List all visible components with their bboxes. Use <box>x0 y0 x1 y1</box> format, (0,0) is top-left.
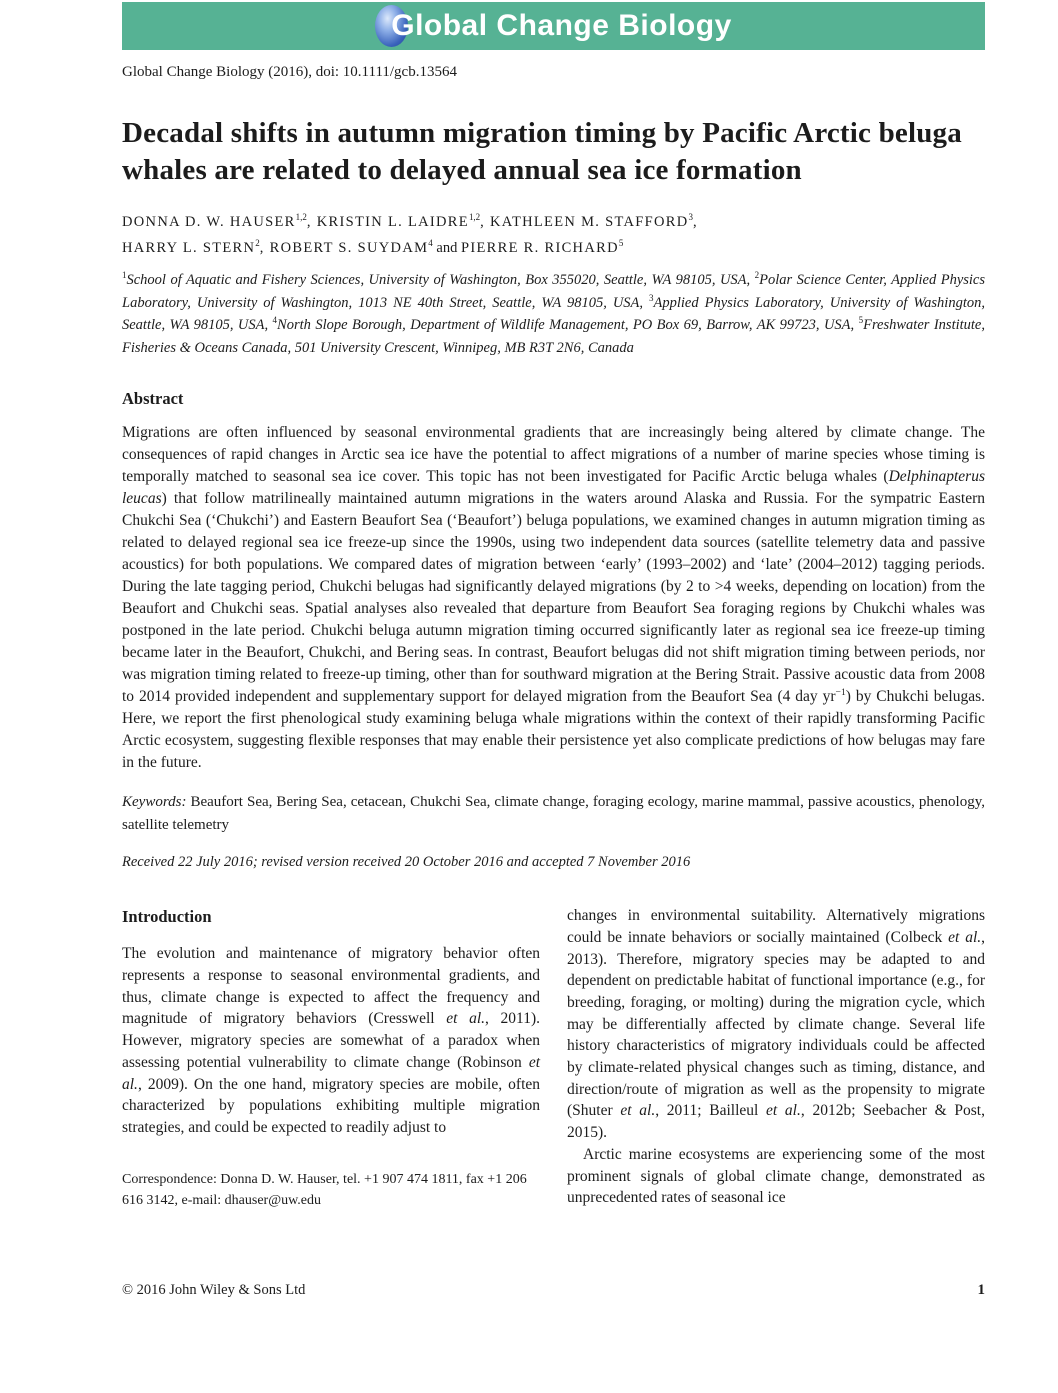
page-number: 1 <box>977 1282 985 1298</box>
author-affiliation-sup: 1,2 <box>295 212 307 223</box>
abstract-part-3: ) by Chukchi belugas. Here, we report the first phenological study examining beluga whale migrations within the context of their rapidly transforming Pacific Arctic ecosystem, suggesting flexible responses that may enable their persistence yet also complicate predictions of how belugas may fare in the future. <box>122 688 985 772</box>
affiliation-text: North Slope Borough, Department of Wildlife Management, PO Box 69, Barrow, AK 99723, USA, <box>277 317 859 334</box>
affiliation-text: Freshwater Institute, Fisheries & Oceans Canada, 501 University Crescent, Winnipeg, MB R3T 2N6, Canada <box>122 317 985 356</box>
journal-logo <box>375 5 732 47</box>
author-affiliation-sup: 4 <box>428 238 433 249</box>
author <box>270 240 461 256</box>
author-affiliation-sup: 2 <box>255 238 260 249</box>
affiliation-number: 3 <box>649 293 654 304</box>
journal-title: Global Change Biology <box>391 9 732 42</box>
affiliation-text: Applied Physics Laboratory, University of Washington, Seattle, WA 98105, USA, <box>122 294 985 334</box>
correspondence-email[interactable]: dhauser@uw.edu <box>224 1193 322 1209</box>
abstract-part-2: ) that follow matrilineally maintained autumn migrations in the waters around Alaska and Russia. For the sympatric Eastern Chukchi Sea (‘Chukchi’) and Eastern Beaufort Sea (‘Beaufort’) beluga populations, we examined changes in autumn migration timing as related to delayed regional sea ice freeze-up since the 1990s, using two independent data sources (satellite telemetry data and passive acoustics) for both populations. We compared dates of migration between ‘early’ (1993–2002) and ‘late’ (2004–2012) tagging periods. During the late tagging period, Chukchi belugas had significantly delayed migrations (by 2 to >4 weeks, depending on location) from the Beaufort and Chukchi seas. Spatial analyses also revealed that departure from Beaufort Sea foraging regions by Chukchi whales was postponed in the late period. Chukchi beluga autumn migration timing occurred significantly later as regional sea ice freeze-up timing became later in the Beaufort, Chukchi, and Bering seas. In contrast, Beaufort belugas did not shift migration timing between periods, nor was migration timing related to freeze-up timing, other than for southward migration at the Bering Strait. Passive acoustic data from 2008 to 2014 provided independent and supplementary support for delayed migration from the Beaufort Sea (4 day yr <box>122 490 985 706</box>
affiliation-number: 4 <box>272 315 278 326</box>
affiliations <box>122 269 985 359</box>
received-line: Received 22 July 2016; revised version received 20 October 2016 and accepted 7 November 2016 <box>122 854 691 871</box>
author-separator: , <box>692 214 698 231</box>
abstract-heading: Abstract <box>122 389 184 409</box>
keywords-label: Keywords: <box>122 794 187 811</box>
copyright-notice: © 2016 John Wiley & Sons Ltd <box>122 1282 306 1298</box>
author <box>122 214 317 230</box>
author-name: HARRY L. STERN <box>122 240 256 257</box>
author-name: KRISTIN L. LAIDRE <box>316 214 469 231</box>
citation-line: Global Change Biology (2016), doi: 10.1111/gcb.13564 <box>122 64 457 80</box>
affiliation-number: 5 <box>858 315 864 326</box>
intro-paragraph-right-2: Arctic marine ecosystems are experiencing some of the most prominent signals of global climate change, demonstrated as unprecedented rates of seasonal ice <box>567 1145 985 1207</box>
author-affiliation-sup: 1,2 <box>468 212 481 223</box>
affiliation-number: 2 <box>754 270 760 281</box>
author <box>490 214 698 230</box>
affiliation-text: School of Aquatic and Fishery Sciences, University of Washington, Box 355020, Seattle, WA 98105, USA, <box>126 272 755 289</box>
author-name: ROBERT S. SUYDAM <box>269 240 429 257</box>
left-column <box>122 905 540 1212</box>
author-name: KATHLEEN M. STAFFORD <box>490 214 689 231</box>
author-line-1 <box>122 209 985 235</box>
author-separator: , <box>480 214 491 231</box>
right-column <box>567 905 985 1212</box>
abstract-part-1: Migrations are often influenced by seasonal environmental gradients that are increasingly being altered by climate change. The consequences of rapid changes in Arctic sea ice have the potential to affect migrations of a number of marine species whose timing is temporally matched to seasonal sea ice cover. This topic has not been investigated for Pacific Arctic beluga whales ( <box>122 424 985 486</box>
affiliation-number: 1 <box>122 270 127 281</box>
keywords-line <box>122 791 985 836</box>
correspondence-note <box>122 1169 540 1212</box>
exponent: −1 <box>835 687 846 699</box>
author-affiliation-sup: 3 <box>688 212 693 223</box>
author-line-2 <box>122 235 985 261</box>
author <box>317 214 490 230</box>
author-separator: and <box>432 240 461 257</box>
author-name: DONNA D. W. HAUSER <box>122 214 296 231</box>
author-affiliation-sup: 5 <box>618 238 624 249</box>
intro-paragraph-right-1: changes in environmental suitability. Alternatively migrations could be innate behaviors or socially maintained (Colbeck et al., 2013). Therefore, migratory species may be adapted to and dependent on predictable habitat of functional importance (e.g., for breeding, foraging, or molting) during the migration cycle, which may be differentially affected by climate change. Several life history characteristics of migratory individuals could be affected by climate-related physical changes such as timing, distance, and direction/route of migration as well as the propensity to migrate (Shuter et al., 2011; Bailleul et al., 2012b; Seebacher & Post, 2015). <box>567 907 986 1142</box>
author <box>122 240 270 256</box>
affiliation-text: Polar Science Center, Applied Physics Laboratory, University of Washington, 1013 NE 40th Street, Seattle, WA 98105, USA, <box>122 272 986 311</box>
species-name: Delphinapterus leucas <box>122 468 985 508</box>
introduction-heading: Introduction <box>122 907 212 927</box>
keywords-list: Beaufort Sea, Bering Sea, cetacean, Chukchi Sea, climate change, foraging ecology, marine mammal, passive acoustics, phenology, satellite telemetry <box>122 794 985 833</box>
correspondence-text: Correspondence: Donna D. W. Hauser, tel. +1 907 474 1811, fax +1 206 616 3142, e-mail: <box>122 1171 527 1209</box>
journal-banner <box>122 2 985 50</box>
journal-page <box>0 2 1058 1298</box>
author <box>461 240 623 256</box>
author-separator: , <box>306 214 317 231</box>
author-list <box>122 209 985 261</box>
author-separator: , <box>259 240 270 257</box>
author-name: PIERRE R. RICHARD <box>460 240 619 257</box>
article-body-columns <box>122 905 985 1212</box>
abstract-text <box>122 422 985 774</box>
intro-paragraph-left: The evolution and maintenance of migratory behavior often represents a response to seasonal environmental gradients, and thus, climate change is expected to affect the frequency and magnitude of migratory behaviors (Cresswell et al., 2011). However, migratory species are somewhat of a paradox when assessing potential vulnerability to climate change (Robinson et al., 2009). On the one hand, migratory species are mobile, often characterized by populations exhibiting multiple migration strategies, and could be expected to readily adjust to <box>122 945 540 1136</box>
article-title: Decadal shifts in autumn migration timing by Pacific Arctic beluga whales are related to delayed annual sea ice formation <box>122 117 962 187</box>
page-footer <box>122 1282 985 1299</box>
